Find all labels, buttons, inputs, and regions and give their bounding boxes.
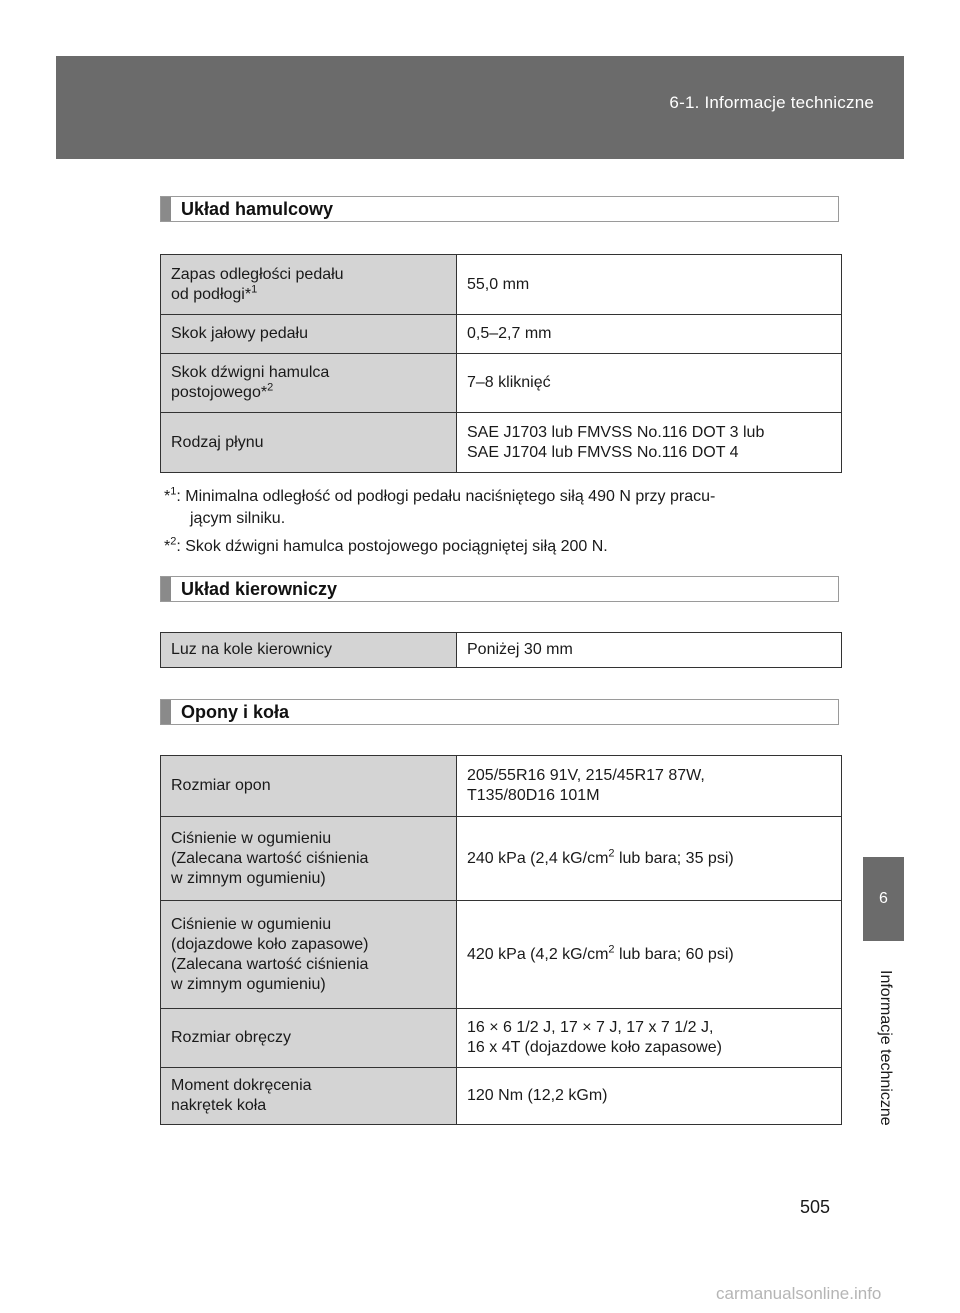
page-header (56, 56, 904, 159)
footnote (164, 536, 840, 558)
footnote-number: 2 (170, 535, 177, 548)
section-heading-brakes (160, 196, 839, 222)
section-title: Układ hamulcowy (181, 199, 334, 219)
label-line: (dojazdowe koło zapasowe) (171, 935, 369, 953)
spec-label (161, 1068, 457, 1125)
spec-value: Poniżej 30 mm (457, 633, 842, 668)
chapter-side-label: Informacje techniczne (877, 970, 894, 1126)
table-row (161, 1068, 842, 1125)
spec-label (161, 901, 457, 1009)
section-accent (161, 700, 171, 724)
footnote-text: jącym silniku. (190, 510, 286, 527)
label-line: nakrętek koła (171, 1097, 267, 1114)
table-row (161, 901, 842, 1009)
table-row (161, 1009, 842, 1068)
spec-value: 7–8 kliknięć (457, 354, 842, 413)
section-heading-steering (160, 576, 839, 602)
label-line: Moment dokręcenia (171, 1077, 312, 1094)
spec-label: Rozmiar opon (161, 756, 457, 817)
label-line: Skok dźwigni hamulca (171, 364, 330, 381)
spec-label: Rodzaj płynu (161, 413, 457, 473)
value-line: 205/55R16 91V, 215/45R17 87W, (467, 767, 705, 784)
label-line: Ciśnienie w ogumieniu (171, 915, 332, 933)
label-line: w zimnym ogumieniu) (171, 869, 326, 887)
section-accent (161, 577, 171, 601)
spec-label: Luz na kole kierownicy (161, 633, 457, 668)
spec-value (457, 817, 842, 901)
table-row (161, 315, 842, 354)
section-title: Opony i koła (181, 702, 290, 722)
spec-value: 0,5–2,7 mm (457, 315, 842, 354)
section-heading-tires (160, 699, 839, 725)
label-line: (Zalecana wartość ciśnienia (171, 849, 369, 867)
spec-value (457, 413, 842, 473)
section-accent (161, 197, 171, 221)
spec-value: 120 Nm (12,2 kGm) (457, 1068, 842, 1125)
footnote-text: : Minimalna odległość od podłogi pedału naciśniętego siłą 490 N przy pracu- (176, 488, 716, 505)
section-title: Układ kierowniczy (181, 579, 338, 599)
spec-value (457, 756, 842, 817)
value-superscript: 2 (608, 943, 615, 956)
brakes-table (160, 254, 842, 473)
spec-value (457, 1009, 842, 1068)
value-line: SAE J1704 lub FMVSS No.116 DOT 4 (467, 443, 739, 461)
tires-table (160, 755, 842, 1125)
value-line: SAE J1703 lub FMVSS No.116 DOT 3 lub (467, 423, 765, 441)
label-line: Ciśnienie w ogumieniu (171, 829, 332, 847)
table-row (161, 817, 842, 901)
spec-label (161, 354, 457, 413)
footnote-text: : Skok dźwigni hamulca postojowego pociągniętej siłą 200 N. (176, 538, 608, 555)
table-row (161, 756, 842, 817)
footnote (164, 486, 840, 530)
table-row (161, 354, 842, 413)
label-line: od podłogi* (171, 285, 252, 303)
spec-label (161, 817, 457, 901)
footnote-ref: 1 (251, 283, 258, 296)
value-line: T135/80D16 101M (467, 787, 600, 804)
spec-label: Skok jałowy pedału (161, 315, 457, 354)
value-text: lub bara; 60 psi) (614, 945, 734, 963)
spec-value (457, 901, 842, 1009)
value-line: 16 x 4T (dojazdowe koło zapasowe) (467, 1039, 722, 1056)
page-number: 505 (800, 1197, 831, 1217)
footnote-marker: * (164, 488, 171, 505)
chapter-title: 6-1. Informacje techniczne (669, 93, 874, 112)
value-text: lub bara; 35 psi) (614, 849, 734, 867)
chapter-tab: 6 (863, 857, 904, 941)
spec-label: Rozmiar obręczy (161, 1009, 457, 1068)
spec-label (161, 255, 457, 315)
table-row (161, 413, 842, 473)
footnote-ref: 2 (267, 381, 274, 394)
watermark: carmanualsonline.info (716, 1284, 882, 1303)
value-line: 16 × 6 1/2 J, 17 × 7 J, 17 x 7 1/2 J, (467, 1019, 714, 1036)
label-line: (Zalecana wartość ciśnienia (171, 955, 369, 973)
spec-value: 55,0 mm (457, 255, 842, 315)
table-row (161, 633, 842, 668)
label-line: w zimnym ogumieniu) (171, 975, 326, 993)
label-line: postojowego* (171, 384, 268, 401)
value-text: 420 kPa (4,2 kG/cm (467, 945, 609, 963)
table-row (161, 255, 842, 315)
value-text: 240 kPa (2,4 kG/cm (467, 849, 609, 867)
steering-table (160, 632, 842, 668)
footnote-marker: * (164, 538, 171, 555)
label-line: Zapas odległości pedału (171, 265, 344, 283)
footnote-number: 1 (170, 485, 177, 498)
value-superscript: 2 (608, 847, 615, 860)
